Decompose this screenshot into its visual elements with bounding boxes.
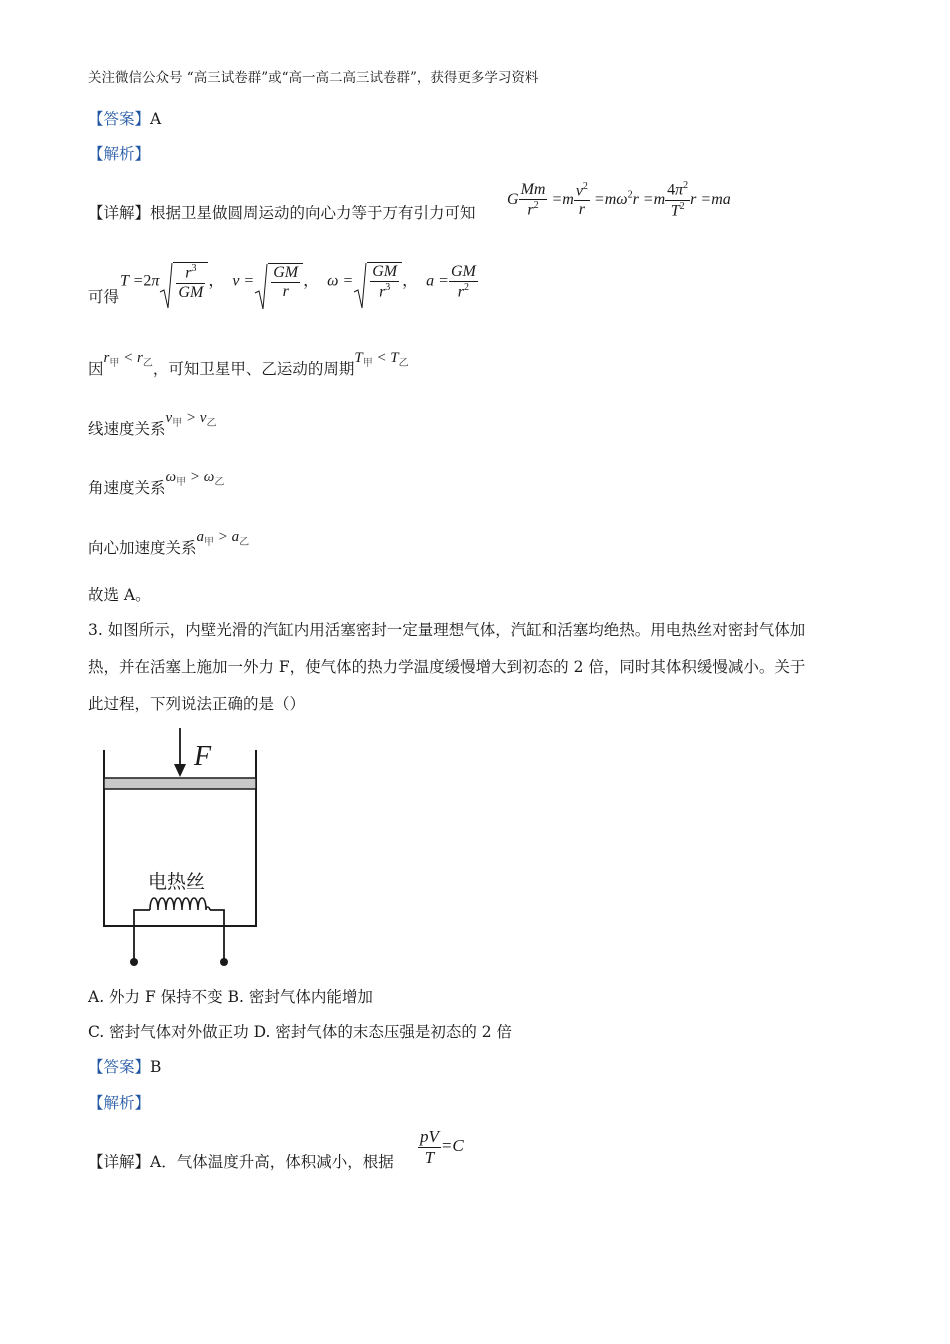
q3-options-line-1: A. 外力 F 保持不变 B. 密封气体内能增加 bbox=[88, 988, 373, 1006]
heater-label: 电热丝 bbox=[148, 871, 206, 893]
q3-stem-line-1: 3. 如图所示，内壁光滑的汽缸内用活塞密封一定量理想气体，汽缸和活塞均绝热。用电热丝对密封气体加 bbox=[88, 621, 806, 639]
q2-linear-line bbox=[88, 410, 217, 441]
q2-answer-label: 【答案】 bbox=[88, 110, 151, 128]
q2-analysis-label: 【解析】 bbox=[88, 145, 151, 163]
q2-conclusion: 故选 A。 bbox=[88, 586, 151, 604]
q3-options-line-2: C. 密封气体对外做正功 D. 密封气体的末态压强是初态的 2 倍 bbox=[88, 1023, 513, 1041]
q2-angular-line bbox=[88, 469, 225, 500]
cylinder-figure bbox=[96, 722, 296, 970]
q2-accel-line bbox=[88, 529, 250, 560]
piston bbox=[104, 778, 256, 789]
q2-angular-text: 角速度关系 bbox=[88, 479, 166, 497]
q3-stem-line-2: 热，并在活塞上施加一外力 F，使气体的热力学温度缓慢增大到初态的 2 倍，同时其体积缓慢减小。关于 bbox=[88, 658, 806, 676]
formula-angular-speed-compare: $\omega_甲 > \omega_乙$ bbox=[165, 469, 225, 488]
q2-answer-value: A bbox=[150, 110, 162, 128]
q3-detail-text: A．气体温度升高，体积减小，根据 bbox=[150, 1153, 394, 1171]
q2-accel-text: 向心加速度关系 bbox=[88, 539, 197, 557]
q2-detail-text: 根据卫星做圆周运动的向心力等于万有引力可知 bbox=[150, 204, 476, 222]
q2-derive-label: 可得 bbox=[88, 288, 120, 306]
q3-detail-line bbox=[88, 1155, 394, 1171]
q3-answer-line bbox=[88, 1060, 161, 1076]
q3-analysis-label: 【解析】 bbox=[88, 1094, 151, 1112]
q2-linear-text: 线速度关系 bbox=[88, 420, 166, 438]
heater-wire-right bbox=[210, 910, 224, 962]
q3-detail-label: 【详解】 bbox=[88, 1153, 151, 1171]
q2-detail-label: 【详解】 bbox=[88, 204, 151, 222]
q2-period-text: ，可知卫星甲、乙运动的周期 bbox=[152, 360, 355, 378]
formula-ideal-gas: $\frac{pV}{T}$ =C bbox=[420, 1127, 464, 1167]
q2-answer-line bbox=[88, 112, 161, 128]
q3-answer-value: B bbox=[150, 1058, 162, 1076]
terminal-left bbox=[130, 958, 138, 966]
force-label: F bbox=[194, 741, 212, 772]
heater-coil bbox=[150, 898, 210, 910]
q2-because-line bbox=[88, 350, 409, 381]
q2-because-text: 因 bbox=[88, 360, 104, 378]
q3-stem-line-3: 此过程，下列说法正确的是（） bbox=[88, 695, 306, 713]
q3-answer-label: 【答案】 bbox=[88, 1058, 151, 1076]
force-arrowhead bbox=[174, 764, 186, 777]
formula-linear-speed-compare: $v_甲 > v_乙$ bbox=[165, 410, 217, 429]
header-note: 关注微信公众号 “高三试卷群”或“高一高二高三试卷群”，获得更多学习资料 bbox=[88, 70, 539, 86]
heater-wire-left bbox=[134, 910, 150, 962]
formula-derived: T =2π $\frac{r^3}{GM}$ ， v = $\frac{GM}{r}$ ， ω = $\frac{GM}{r^3}$ ， a = $\frac{GM}{r^2}$ bbox=[120, 262, 478, 302]
formula-period-compare: $T_甲 < T_乙$ bbox=[354, 350, 409, 369]
formula-acceleration-compare: $a_甲 > a_乙$ bbox=[196, 529, 250, 548]
formula-gravitation-balance: G $\frac{Mm}{r^2}$ =m $\frac{v^2}{r}$ $=m\omega^2r =m$ $\frac{4\pi^2}{T^2}$ r =ma bbox=[507, 180, 731, 220]
q2-detail-line bbox=[88, 206, 476, 222]
terminal-right bbox=[220, 958, 228, 966]
formula-radius-compare: $r_甲 < r_乙$ bbox=[103, 350, 153, 369]
